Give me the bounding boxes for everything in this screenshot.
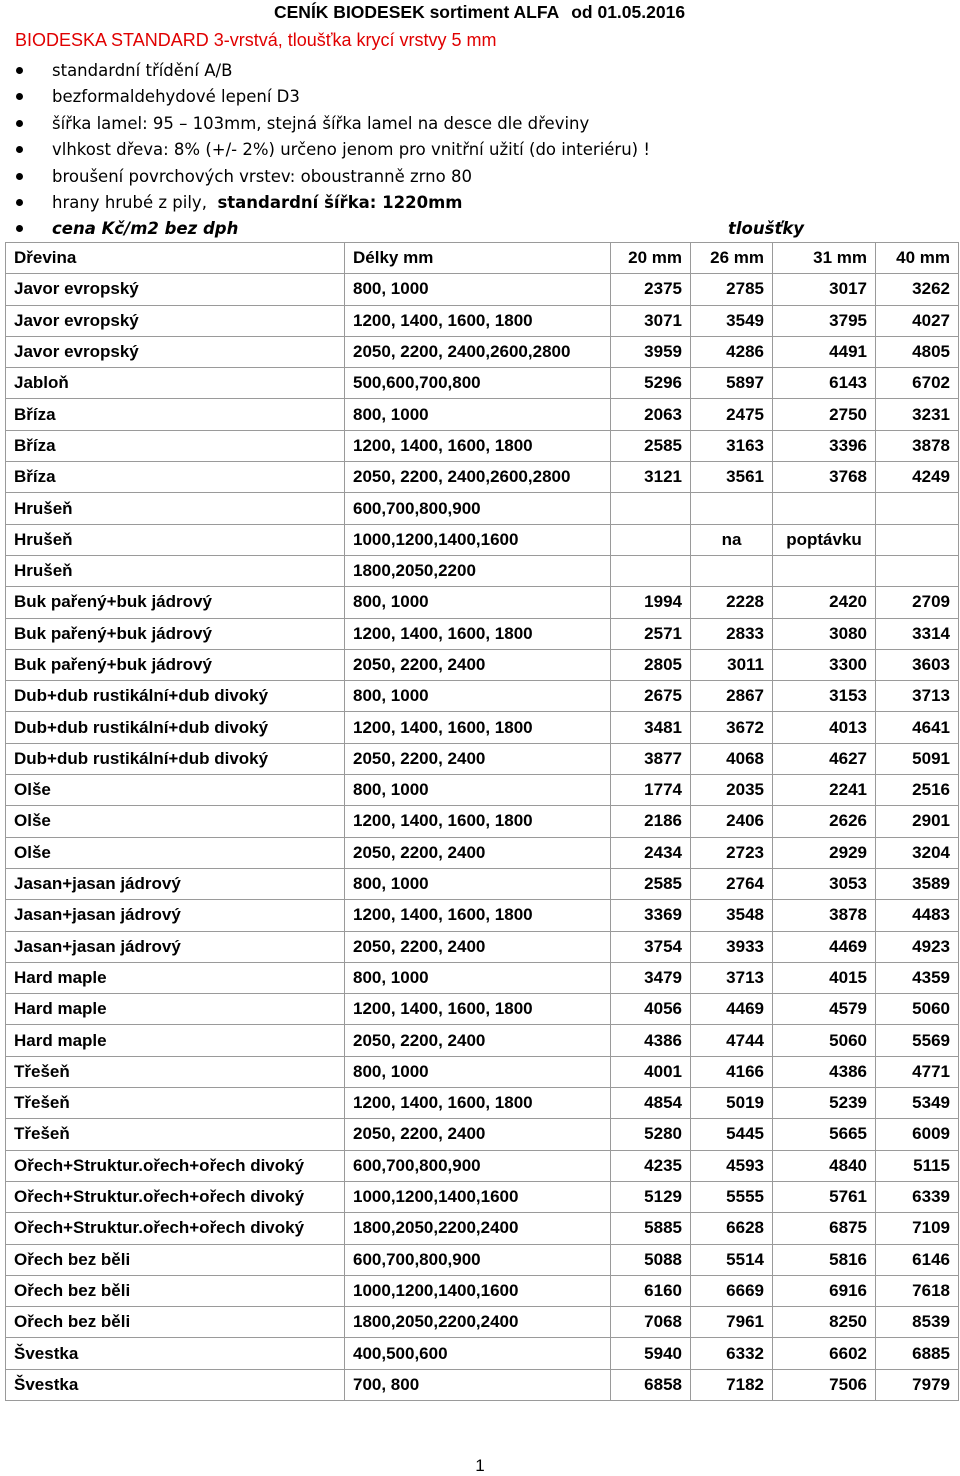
cell-price-26mm: 5897	[691, 368, 773, 399]
table-row	[6, 1213, 959, 1244]
cell-lengths: 800, 1000	[345, 587, 611, 618]
cell-price-26mm: 3561	[691, 462, 773, 493]
cell-price-26mm: 6628	[691, 1213, 773, 1244]
cell-price-40mm: 2709	[876, 587, 959, 618]
cell-wood: Olše	[6, 775, 345, 806]
cell-price-20mm: 2063	[611, 399, 691, 430]
cell-lengths: 800, 1000	[345, 274, 611, 305]
cell-price-40mm: 3204	[876, 837, 959, 868]
cell-lengths: 600,700,800,900	[345, 1244, 611, 1275]
cell-price-20mm: 5885	[611, 1213, 691, 1244]
cell-price-26mm: 2867	[691, 681, 773, 712]
table-row	[6, 681, 959, 712]
cell-price-26mm: 3163	[691, 430, 773, 461]
cell-wood: Javor evropský	[6, 336, 345, 367]
cell-price-40mm: 7618	[876, 1275, 959, 1306]
cell-price-26mm: 5514	[691, 1244, 773, 1275]
cell-price-26mm: 2764	[691, 868, 773, 899]
cell-price-31mm: 3080	[773, 618, 876, 649]
cell-price-20mm	[611, 555, 691, 586]
cell-price-26mm: 3549	[691, 305, 773, 336]
cell-wood: Hard maple	[6, 994, 345, 1025]
cell-price-20mm: 4386	[611, 1025, 691, 1056]
cell-price-31mm: 3396	[773, 430, 876, 461]
cell-price-26mm: na	[691, 524, 773, 555]
cell-lengths: 700, 800	[345, 1369, 611, 1400]
table-row	[6, 931, 959, 962]
cell-lengths: 1000,1200,1400,1600	[345, 524, 611, 555]
cell-lengths: 600,700,800,900	[345, 493, 611, 524]
cell-price-20mm: 3754	[611, 931, 691, 962]
cell-price-31mm	[773, 493, 876, 524]
cell-price-31mm: 5060	[773, 1025, 876, 1056]
cell-lengths: 2050, 2200, 2400,2600,2800	[345, 336, 611, 367]
header-40mm: 40 mm	[876, 243, 959, 274]
cell-price-26mm: 2475	[691, 399, 773, 430]
cell-price-40mm	[876, 524, 959, 555]
cell-price-31mm: 8250	[773, 1307, 876, 1338]
cell-price-40mm: 4249	[876, 462, 959, 493]
cell-price-31mm: 2241	[773, 775, 876, 806]
cell-price-31mm: 4627	[773, 743, 876, 774]
cell-price-26mm: 5555	[691, 1181, 773, 1212]
table-row	[6, 555, 959, 586]
cell-price-40mm: 4771	[876, 1056, 959, 1087]
cell-price-40mm: 2901	[876, 806, 959, 837]
cell-price-31mm: 3768	[773, 462, 876, 493]
cell-price-31mm: 4491	[773, 336, 876, 367]
cell-price-40mm: 6702	[876, 368, 959, 399]
cell-price-26mm: 4744	[691, 1025, 773, 1056]
cell-wood: Buk pařený+buk jádrový	[6, 618, 345, 649]
cell-price-26mm: 4286	[691, 336, 773, 367]
cell-lengths: 800, 1000	[345, 868, 611, 899]
cell-price-31mm: 4840	[773, 1150, 876, 1181]
cell-wood: Hrušeň	[6, 493, 345, 524]
cell-wood: Dub+dub rustikální+dub divoký	[6, 712, 345, 743]
cell-price-26mm	[691, 555, 773, 586]
cell-price-31mm: 7506	[773, 1369, 876, 1400]
table-row	[6, 868, 959, 899]
feature-sanding	[0, 164, 960, 190]
cell-wood: Třešeň	[6, 1056, 345, 1087]
table-row	[6, 305, 959, 336]
cell-lengths: 1800,2050,2200	[345, 555, 611, 586]
cell-price-20mm: 5129	[611, 1181, 691, 1212]
cell-price-31mm: 6916	[773, 1275, 876, 1306]
table-row	[6, 1088, 959, 1119]
cell-price-31mm: 3878	[773, 900, 876, 931]
table-row	[6, 1181, 959, 1212]
cell-wood: Třešeň	[6, 1088, 345, 1119]
cell-price-40mm: 7109	[876, 1213, 959, 1244]
cell-price-31mm: 3795	[773, 305, 876, 336]
table-row	[6, 1338, 959, 1369]
header-26mm: 26 mm	[691, 243, 773, 274]
cell-price-40mm: 5060	[876, 994, 959, 1025]
cell-lengths: 800, 1000	[345, 681, 611, 712]
cell-wood: Buk pařený+buk jádrový	[6, 587, 345, 618]
header-wood: Dřevina	[6, 243, 345, 274]
feature-sanding-text: broušení povrchových vrstev: oboustranně zrno 80	[52, 166, 472, 186]
cell-price-40mm: 5569	[876, 1025, 959, 1056]
table-row	[6, 962, 959, 993]
price-note-text: cena Kč/m2 bez dph	[52, 219, 239, 239]
cell-price-40mm: 6009	[876, 1119, 959, 1150]
cell-wood: Hrušeň	[6, 524, 345, 555]
cell-price-20mm: 3479	[611, 962, 691, 993]
table-row	[6, 1369, 959, 1400]
cell-price-40mm: 3314	[876, 618, 959, 649]
cell-lengths: 800, 1000	[345, 399, 611, 430]
table-row	[6, 1244, 959, 1275]
cell-price-31mm: 4013	[773, 712, 876, 743]
cell-price-26mm: 2723	[691, 837, 773, 868]
table-row	[6, 430, 959, 461]
table-row	[6, 900, 959, 931]
cell-price-40mm: 4805	[876, 336, 959, 367]
cell-lengths: 2050, 2200, 2400	[345, 743, 611, 774]
table-row	[6, 618, 959, 649]
cell-price-40mm: 4923	[876, 931, 959, 962]
cell-lengths: 1000,1200,1400,1600	[345, 1275, 611, 1306]
feature-sorting-text: standardní třídění A/B	[52, 61, 233, 80]
cell-price-20mm: 2805	[611, 649, 691, 680]
cell-price-40mm: 6339	[876, 1181, 959, 1212]
table-row	[6, 336, 959, 367]
cell-lengths: 800, 1000	[345, 962, 611, 993]
cell-lengths: 1200, 1400, 1600, 1800	[345, 900, 611, 931]
cell-wood: Ořech+Struktur.ořech+ořech divoký	[6, 1181, 345, 1212]
cell-lengths: 1200, 1400, 1600, 1800	[345, 994, 611, 1025]
cell-price-40mm: 3713	[876, 681, 959, 712]
cell-wood: Buk pařený+buk jádrový	[6, 649, 345, 680]
cell-price-40mm: 4359	[876, 962, 959, 993]
cell-price-20mm: 4854	[611, 1088, 691, 1119]
cell-price-26mm: 3548	[691, 900, 773, 931]
cell-price-31mm: 5665	[773, 1119, 876, 1150]
table-row	[6, 1025, 959, 1056]
cell-price-31mm: 2750	[773, 399, 876, 430]
cell-price-31mm: 4015	[773, 962, 876, 993]
cell-price-31mm: 3053	[773, 868, 876, 899]
page-title	[274, 2, 685, 23]
cell-lengths: 2050, 2200, 2400	[345, 649, 611, 680]
cell-price-26mm: 2228	[691, 587, 773, 618]
feature-edges	[0, 190, 960, 216]
cell-price-40mm: 6885	[876, 1338, 959, 1369]
cell-wood: Bříza	[6, 430, 345, 461]
cell-price-26mm: 6332	[691, 1338, 773, 1369]
cell-price-20mm: 2585	[611, 430, 691, 461]
cell-price-40mm: 3231	[876, 399, 959, 430]
cell-price-26mm: 5019	[691, 1088, 773, 1119]
table-row	[6, 368, 959, 399]
cell-price-26mm: 2833	[691, 618, 773, 649]
table-header-row	[6, 243, 959, 274]
cell-price-31mm: 4579	[773, 994, 876, 1025]
cell-wood: Hard maple	[6, 1025, 345, 1056]
table-row	[6, 493, 959, 524]
table-row	[6, 274, 959, 305]
cell-price-31mm: 5816	[773, 1244, 876, 1275]
cell-price-26mm: 6669	[691, 1275, 773, 1306]
cell-lengths: 2050, 2200, 2400,2600,2800	[345, 462, 611, 493]
cell-price-20mm: 3959	[611, 336, 691, 367]
feature-list	[0, 58, 960, 243]
cell-price-40mm: 5115	[876, 1150, 959, 1181]
product-subtitle: BIODESKA STANDARD 3-vrstvá, tloušťka krycí vrstvy 5 mm	[15, 30, 497, 50]
cell-price-31mm: 5761	[773, 1181, 876, 1212]
cell-price-26mm: 2035	[691, 775, 773, 806]
table-row	[6, 994, 959, 1025]
cell-price-31mm: 3017	[773, 274, 876, 305]
cell-price-31mm	[773, 555, 876, 586]
header-lengths: Délky mm	[345, 243, 611, 274]
cell-price-26mm: 5445	[691, 1119, 773, 1150]
cell-price-40mm: 8539	[876, 1307, 959, 1338]
cell-price-40mm: 5349	[876, 1088, 959, 1119]
cell-price-31mm: 2420	[773, 587, 876, 618]
thickness-label: tloušťky	[728, 219, 805, 239]
table-row	[6, 649, 959, 680]
cell-lengths: 1200, 1400, 1600, 1800	[345, 1088, 611, 1119]
cell-price-20mm	[611, 524, 691, 555]
cell-price-26mm: 4469	[691, 994, 773, 1025]
cell-wood: Dub+dub rustikální+dub divoký	[6, 681, 345, 712]
header-31mm: 31 mm	[773, 243, 876, 274]
cell-price-20mm: 2434	[611, 837, 691, 868]
cell-price-31mm: poptávku	[773, 524, 876, 555]
cell-price-20mm: 3877	[611, 743, 691, 774]
cell-price-20mm: 4056	[611, 994, 691, 1025]
cell-wood: Ořech bez běli	[6, 1275, 345, 1306]
cell-price-20mm: 3481	[611, 712, 691, 743]
cell-wood: Hrušeň	[6, 555, 345, 586]
cell-lengths: 1000,1200,1400,1600	[345, 1181, 611, 1212]
cell-price-31mm: 3153	[773, 681, 876, 712]
price-table-body	[6, 243, 959, 1401]
cell-price-31mm: 6875	[773, 1213, 876, 1244]
valid-from-date: od 01.05.2016	[571, 2, 686, 22]
cell-price-31mm: 6143	[773, 368, 876, 399]
cell-price-31mm: 5239	[773, 1088, 876, 1119]
table-row	[6, 1275, 959, 1306]
cell-price-20mm: 4001	[611, 1056, 691, 1087]
cell-price-31mm: 4386	[773, 1056, 876, 1087]
cell-price-26mm: 2785	[691, 274, 773, 305]
cell-price-20mm: 2585	[611, 868, 691, 899]
table-row	[6, 806, 959, 837]
cell-price-20mm: 6160	[611, 1275, 691, 1306]
cell-price-26mm: 7182	[691, 1369, 773, 1400]
cell-wood: Olše	[6, 837, 345, 868]
cell-lengths: 2050, 2200, 2400	[345, 931, 611, 962]
cell-price-31mm: 2626	[773, 806, 876, 837]
feature-moisture	[0, 137, 960, 163]
cell-lengths: 400,500,600	[345, 1338, 611, 1369]
feature-edges-text: hrany hrubé z pily,	[52, 192, 207, 212]
cell-wood: Ořech+Struktur.ořech+ořech divoký	[6, 1213, 345, 1244]
cell-wood: Jasan+jasan jádrový	[6, 931, 345, 962]
cell-lengths: 1800,2050,2200,2400	[345, 1213, 611, 1244]
cell-price-20mm: 7068	[611, 1307, 691, 1338]
table-row	[6, 462, 959, 493]
cell-price-20mm	[611, 493, 691, 524]
cell-price-40mm	[876, 555, 959, 586]
table-row	[6, 837, 959, 868]
cell-price-20mm: 3121	[611, 462, 691, 493]
cell-price-26mm: 3672	[691, 712, 773, 743]
cell-wood: Jasan+jasan jádrový	[6, 900, 345, 931]
table-row	[6, 775, 959, 806]
feature-width-text: standardní šířka: 1220mm	[217, 192, 463, 212]
cell-wood: Ořech+Struktur.ořech+ořech divoký	[6, 1150, 345, 1181]
table-row	[6, 1307, 959, 1338]
cell-price-26mm: 2406	[691, 806, 773, 837]
cell-lengths: 2050, 2200, 2400	[345, 1119, 611, 1150]
feature-price-note	[0, 216, 960, 242]
cell-price-31mm: 3300	[773, 649, 876, 680]
cell-lengths: 2050, 2200, 2400	[345, 837, 611, 868]
cell-price-40mm	[876, 493, 959, 524]
cell-wood: Ořech bez běli	[6, 1307, 345, 1338]
cell-lengths: 2050, 2200, 2400	[345, 1025, 611, 1056]
feature-moisture-text: vlhkost dřeva: 8% (+/- 2%) určeno jenom pro vnitřní užití (do interiéru) !	[52, 140, 650, 160]
cell-price-26mm	[691, 493, 773, 524]
cell-price-40mm: 7979	[876, 1369, 959, 1400]
cell-price-20mm: 3369	[611, 900, 691, 931]
cell-lengths: 1200, 1400, 1600, 1800	[345, 712, 611, 743]
feature-glue	[0, 84, 960, 110]
cell-price-26mm: 3933	[691, 931, 773, 962]
cell-price-20mm: 1774	[611, 775, 691, 806]
cell-wood: Jabloň	[6, 368, 345, 399]
cell-price-40mm: 5091	[876, 743, 959, 774]
cell-price-20mm: 6858	[611, 1369, 691, 1400]
cell-price-26mm: 4593	[691, 1150, 773, 1181]
table-row	[6, 1056, 959, 1087]
header-20mm: 20 mm	[611, 243, 691, 274]
cell-lengths: 1200, 1400, 1600, 1800	[345, 305, 611, 336]
cell-wood: Švestka	[6, 1369, 345, 1400]
cell-price-31mm: 4469	[773, 931, 876, 962]
cell-price-20mm: 2375	[611, 274, 691, 305]
cell-wood: Třešeň	[6, 1119, 345, 1150]
cell-price-26mm: 4166	[691, 1056, 773, 1087]
cell-wood: Dub+dub rustikální+dub divoký	[6, 743, 345, 774]
table-row	[6, 743, 959, 774]
cell-price-20mm: 5940	[611, 1338, 691, 1369]
cell-price-20mm: 4235	[611, 1150, 691, 1181]
cell-wood: Ořech bez běli	[6, 1244, 345, 1275]
page-number: 1	[475, 1456, 485, 1475]
cell-lengths: 800, 1000	[345, 775, 611, 806]
table-row	[6, 1119, 959, 1150]
cell-price-40mm: 3262	[876, 274, 959, 305]
cell-lengths: 600,700,800,900	[345, 1150, 611, 1181]
cell-price-40mm: 6146	[876, 1244, 959, 1275]
cell-lengths: 1200, 1400, 1600, 1800	[345, 430, 611, 461]
cell-price-31mm: 2929	[773, 837, 876, 868]
cell-price-40mm: 3878	[876, 430, 959, 461]
table-row	[6, 587, 959, 618]
table-row	[6, 1150, 959, 1181]
cell-price-20mm: 1994	[611, 587, 691, 618]
cell-wood: Jasan+jasan jádrový	[6, 868, 345, 899]
feature-lamel-text: šířka lamel: 95 – 103mm, stejná šířka lamel na desce dle dřeviny	[52, 113, 590, 133]
cell-price-40mm: 4641	[876, 712, 959, 743]
feature-glue-text: bezformaldehydové lepení D3	[52, 87, 300, 107]
cell-lengths: 800, 1000	[345, 1056, 611, 1087]
cell-wood: Bříza	[6, 462, 345, 493]
cell-price-26mm: 4068	[691, 743, 773, 774]
cell-price-20mm: 5088	[611, 1244, 691, 1275]
cell-lengths: 500,600,700,800	[345, 368, 611, 399]
table-row	[6, 399, 959, 430]
cell-price-20mm: 5280	[611, 1119, 691, 1150]
cell-price-40mm: 3589	[876, 868, 959, 899]
cell-lengths: 1200, 1400, 1600, 1800	[345, 806, 611, 837]
cell-price-20mm: 3071	[611, 305, 691, 336]
price-table	[5, 242, 959, 1401]
feature-sorting	[0, 58, 960, 84]
cell-price-40mm: 4027	[876, 305, 959, 336]
cell-price-20mm: 5296	[611, 368, 691, 399]
cell-wood: Hard maple	[6, 962, 345, 993]
cell-wood: Bříza	[6, 399, 345, 430]
cell-wood: Javor evropský	[6, 274, 345, 305]
cell-price-40mm: 2516	[876, 775, 959, 806]
cell-price-40mm: 3603	[876, 649, 959, 680]
table-row	[6, 524, 959, 555]
cell-price-40mm: 4483	[876, 900, 959, 931]
cell-price-26mm: 7961	[691, 1307, 773, 1338]
table-row	[6, 712, 959, 743]
title-text: CENÍK BIODESEK sortiment ALFA	[274, 2, 560, 22]
cell-price-20mm: 2571	[611, 618, 691, 649]
cell-price-20mm: 2675	[611, 681, 691, 712]
cell-wood: Švestka	[6, 1338, 345, 1369]
cell-wood: Javor evropský	[6, 305, 345, 336]
cell-price-20mm: 2186	[611, 806, 691, 837]
cell-price-31mm: 6602	[773, 1338, 876, 1369]
cell-lengths: 1800,2050,2200,2400	[345, 1307, 611, 1338]
cell-lengths: 1200, 1400, 1600, 1800	[345, 618, 611, 649]
feature-lamel	[0, 111, 960, 137]
cell-price-26mm: 3713	[691, 962, 773, 993]
cell-price-26mm: 3011	[691, 649, 773, 680]
cell-wood: Olše	[6, 806, 345, 837]
